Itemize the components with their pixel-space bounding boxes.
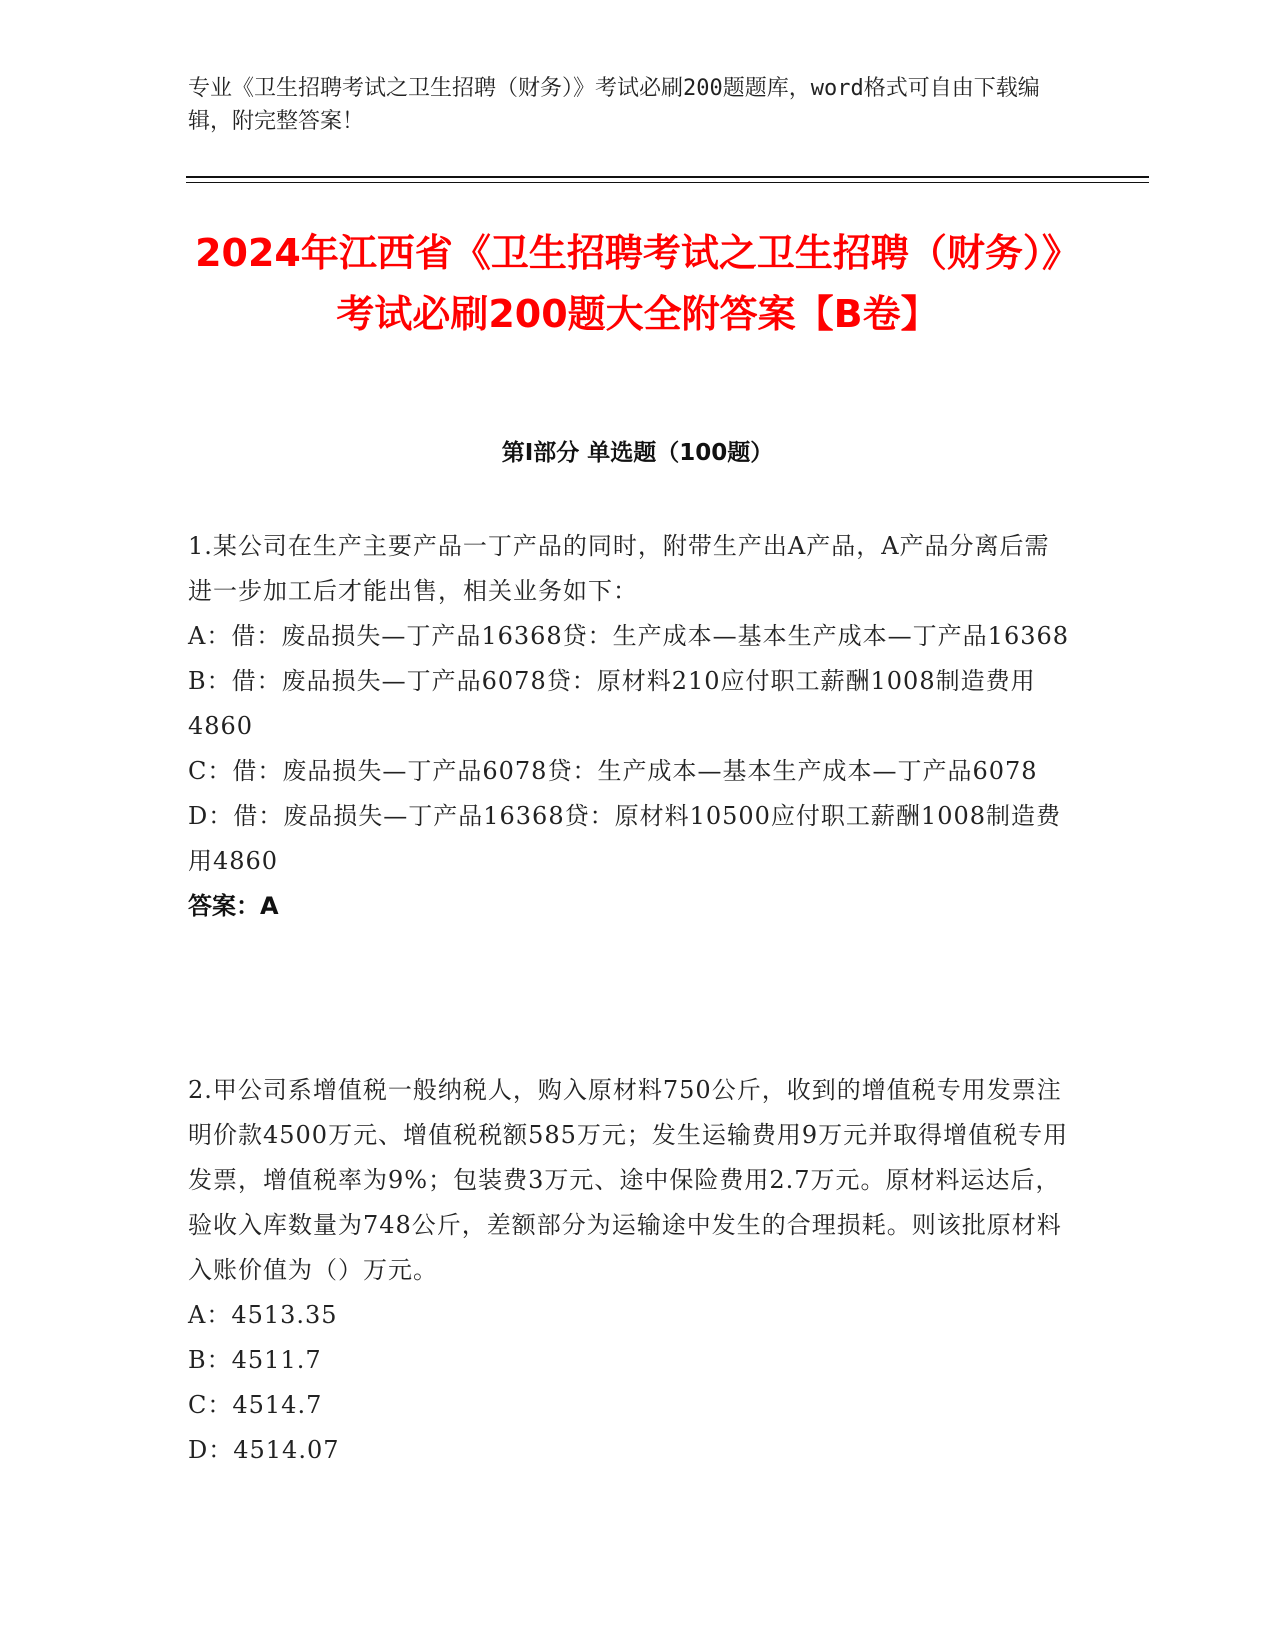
question-stem: 1.某公司在生产主要产品一丁产品的同时，附带生产出A产品，A产品分离后需进一步加工后才能出售，相关业务如下：	[188, 532, 1050, 605]
question-2	[188, 1068, 1073, 1473]
section-title: 第I部分 单选题（100题）	[501, 440, 774, 466]
answer-line: 答案：A	[188, 892, 279, 920]
document-title: 2024年江西省《卫生招聘考试之卫生招聘（财务）》考试必刷200题大全附答案【B卷】	[195, 231, 1080, 336]
option-b: B：4511.7	[188, 1346, 322, 1374]
option-d: D：借：废品损失—丁产品16368贷：原材料10500应付职工薪酬1008制造费用4860	[188, 802, 1062, 875]
header-divider-thin	[186, 182, 1149, 183]
option-a: A：4513.35	[188, 1301, 338, 1329]
option-c: C：借：废品损失—丁产品6078贷：生产成本—基本生产成本—丁产品6078	[188, 757, 1038, 785]
question-1	[188, 524, 1073, 929]
header-note: 专业《卫生招聘考试之卫生招聘（财务）》考试必刷200题题库，word格式可自由下载编辑，附完整答案！	[188, 76, 1040, 134]
option-d: D：4514.07	[188, 1436, 340, 1464]
option-b: B：借：废品损失—丁产品6078贷：原材料210应付职工薪酬1008制造费用4860	[188, 667, 1036, 740]
header-divider-thick	[186, 176, 1149, 178]
option-a: A：借：废品损失—丁产品16368贷：生产成本—基本生产成本—丁产品16368	[188, 622, 1070, 650]
option-c: C：4514.7	[188, 1391, 323, 1419]
question-stem: 2.甲公司系增值税一般纳税人，购入原材料750公斤，收到的增值税专用发票注明价款4500万元、增值税税额585万元；发生运输费用9万元并取得增值税专用发票，增值税率为9%；包装费3万元、途中保险费用2.7万元。原材料运达后，验收入库数量为748公斤，差额部分为运输途中发生的合理损耗。则该批原材料入账价值为（）万元。	[188, 1076, 1069, 1284]
